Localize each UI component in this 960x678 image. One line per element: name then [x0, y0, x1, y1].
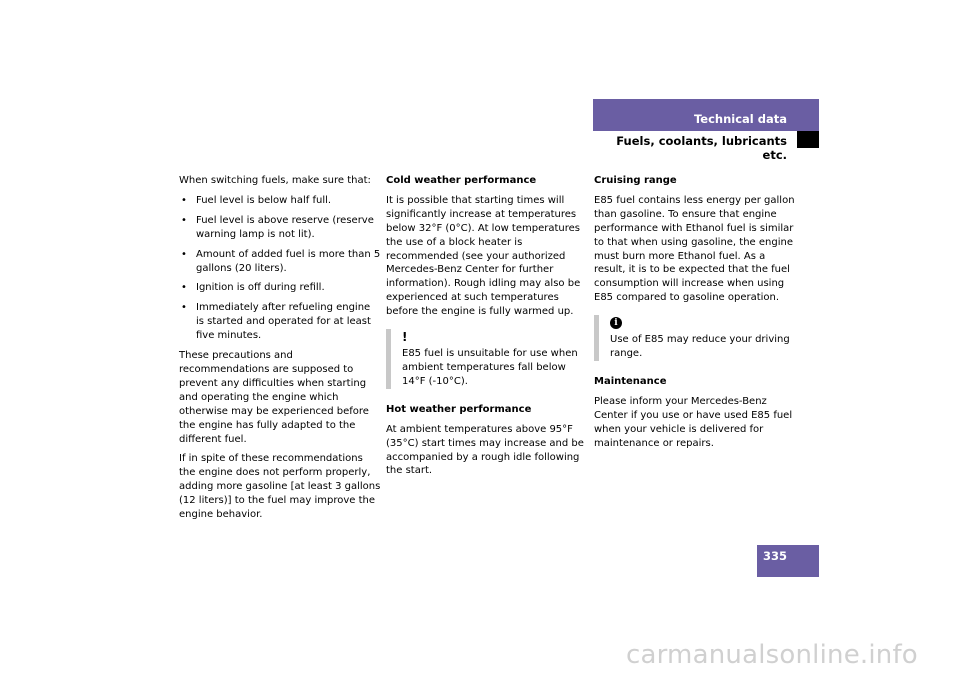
hot-weather-text: At ambient temperatures above 95°F (35°C) start times may increase and be accompanied by a rough idle following the start. — [386, 423, 584, 477]
section-title: Technical data — [693, 112, 787, 126]
list-item: • Amount of added fuel is more than 5 gallons (20 liters). — [179, 248, 381, 276]
list-item: • Immediately after refueling engine is started and operated for at least five minutes. — [179, 301, 381, 343]
precautions-paragraph: These precautions and recommendations are supposed to prevent any difficulties when starting and operating the engine which otherwise may be experienced before the engine has fully adapted to the different fuel. — [179, 350, 369, 445]
maintenance-heading: Maintenance — [594, 375, 667, 387]
cruising-range-heading: Cruising range — [594, 175, 677, 186]
warning-text: E85 fuel is unsuitable for use when ambient temperatures fall below 14°F (-10°C). — [402, 348, 578, 387]
watermark: carmanualsonline.info — [626, 640, 918, 670]
cold-weather-text: It is possible that starting times will significantly increase at temperatures below 32°F (0°C). At low temperatures the use of a block heater is recommended (see your authorized Mercedes-Benz Center for further information). Rough idling may also be experienced at such temperatures before the engine is fully warmed up. — [386, 194, 581, 318]
column-1 — [179, 174, 381, 528]
warning-icon: ! — [402, 330, 408, 345]
info-icon: i — [610, 317, 622, 329]
info-note — [594, 315, 796, 361]
precaution-list — [179, 194, 381, 343]
gasoline-paragraph: If in spite of these recommendations the engine does not perform properly, adding more gasoline [at least 3 gallons (12 liters)] to the fuel may improve the engine behavior. — [179, 453, 381, 521]
list-item: • Fuel level is above reserve (reserve warning lamp is not lit). — [179, 214, 381, 242]
column-2 — [386, 174, 588, 484]
maintenance-text: Please inform your Mercedes-Benz Center if you use or have used E85 fuel when your vehicle is delivered for maintenance or repairs. — [594, 395, 793, 449]
warning-note — [386, 329, 588, 389]
list-item: • Ignition is off during refill. — [179, 281, 381, 295]
intro-text: When switching fuels, make sure that: — [179, 175, 371, 186]
column-3 — [594, 174, 796, 457]
cruising-range-text: E85 fuel contains less energy per gallon than gasoline. To ensure that engine performance with Ethanol fuel is similar to that when using gasoline, the engine must burn more Ethanol fuel. As a result, it is to be expected that the fuel consumption will increase when using E85 compared to gasoline operation. — [594, 194, 795, 304]
list-item: • Fuel level is below half full. — [179, 194, 381, 208]
info-text: Use of E85 may reduce your driving range. — [610, 334, 790, 360]
cold-weather-heading: Cold weather performance — [386, 175, 537, 186]
hot-weather-heading: Hot weather performance — [386, 403, 532, 415]
header-marker — [797, 131, 819, 148]
page-number: 335 — [762, 549, 787, 563]
section-subtitle: Fuels, coolants, lubricants etc. — [616, 134, 787, 162]
